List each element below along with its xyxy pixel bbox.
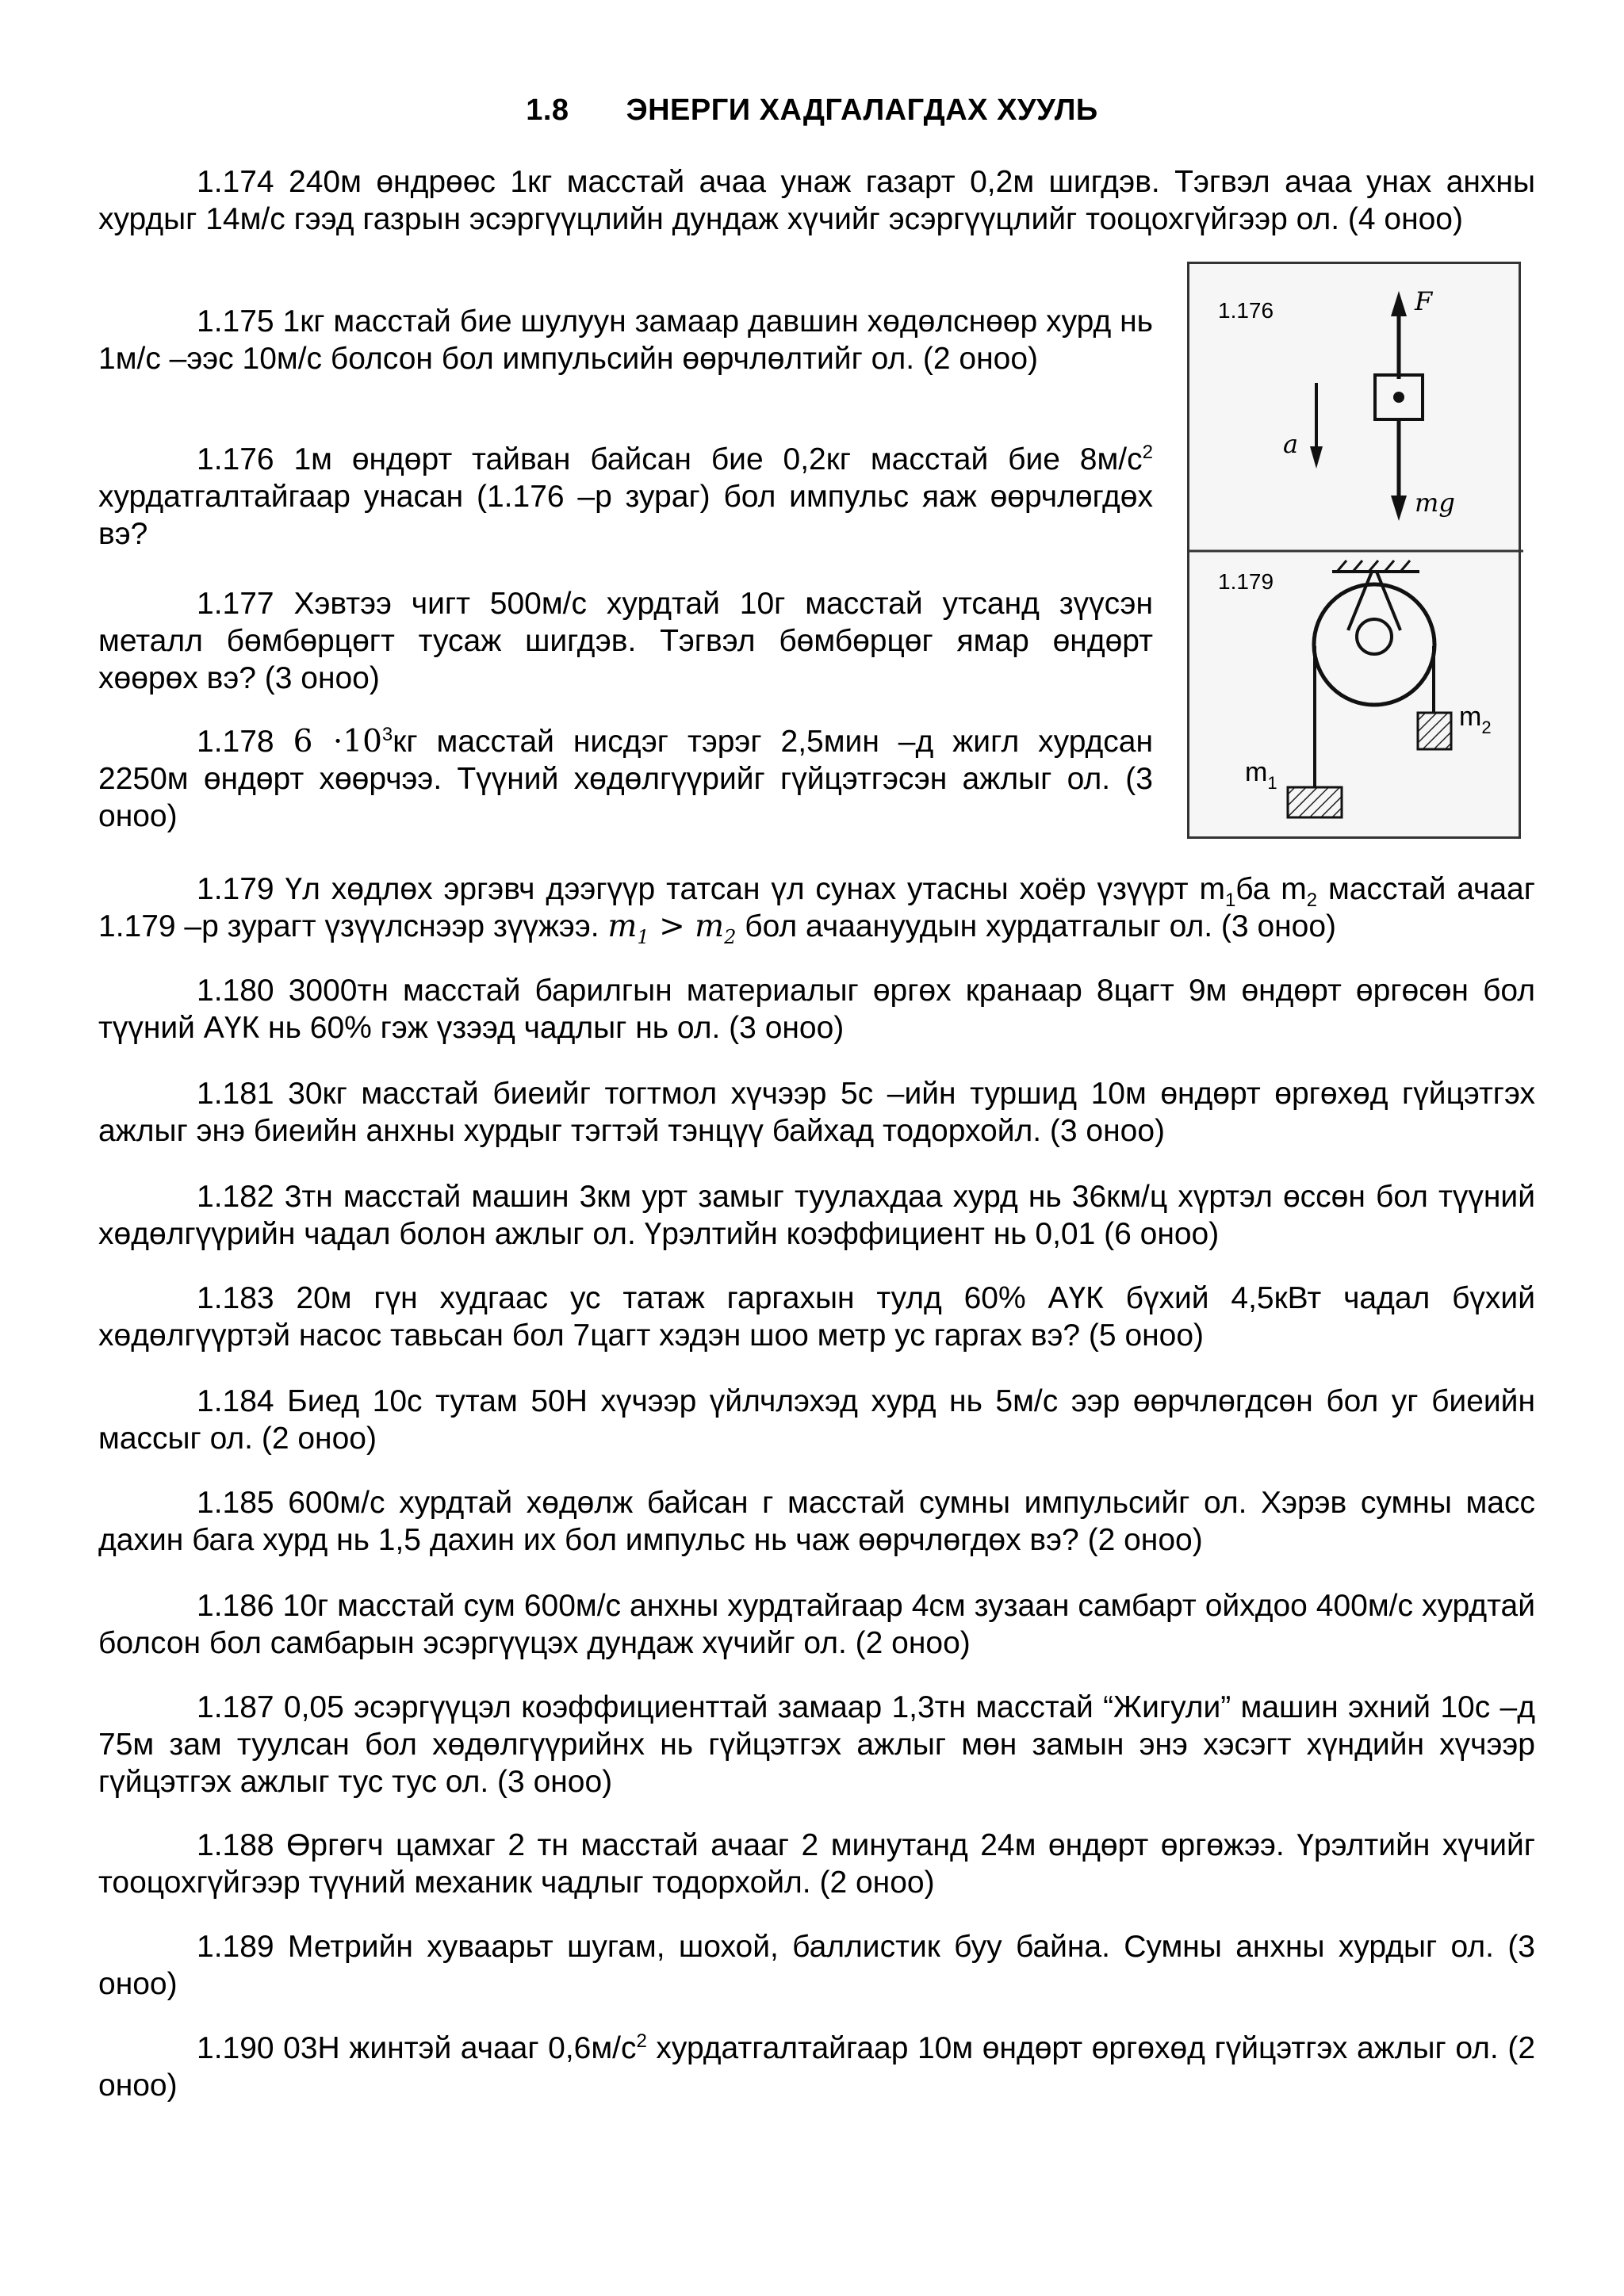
acceleration-arrowhead (1310, 446, 1323, 469)
mass-2-subscript: 2 (1481, 718, 1492, 737)
problem-1-187: 1.187 0,05 эсэргүүцэл коэффициенттай замаар 1,3тн масстай “Жигули” машин эхний 10с –д 75м зам туулсан бол хөдөлгүүрийнх нь гүйцэтгэх ажлыг мөн замын энэ хэсэгт хүндийн хүчээр гүйцэтгэх ажлыг тус тус ол. (3 оноо) (98, 1690, 1535, 1799)
problem-1-190-text-b: хурдатгалтайгаар 10м өндөрт өргөхөд гүйцэтгэх ажлыг ол. (2 оноо) (98, 2031, 1536, 2103)
problem-1-174: 1.174 240м өндрөөс 1кг масстай ачаа унаж газарт 0,2м шигдэв. Тэгвэл ачаа унах анхны хурдыг 14м/с гээд газрын эсэргүүцлийн дундаж хүчийг эсэргүүцлийг тооцохгүйгээр ол. (4 оноо) (98, 165, 1535, 236)
problem-1-179-text-c: масстай ачааг 1.179 –р зурагт үзүүлснээр зүүжээ. (98, 872, 1535, 943)
mass-1-block (1288, 787, 1342, 817)
problem-1-176-text-a: 1.176 1м өндөрт тайван байсан бие 0,2кг масстай бие 8м/с (197, 442, 1143, 476)
pulley-wheel (1314, 584, 1434, 705)
problem-1-180: 1.180 3000тн масстай барилгын материалыг өргөх кранаар 8цагт 9м өндөрт өргөсөн бол түүний АҮК нь 60% гэж үзээд чадлыг нь ол. (3 оноо) (98, 974, 1535, 1045)
mass-1-label (1245, 757, 1277, 793)
figure-1-179-label: 1.179 (1218, 569, 1274, 594)
pulley-axle (1357, 619, 1392, 654)
problem-1-179-sub-2: 2 (1306, 889, 1318, 911)
problem-1-178-text: кг масстай нисдэг тэрэг 2,5мин –д жигл хурдсан 2250м өндөрт хөөрчээ. Түүний хөдөлгүүрийг гүйцэтгэсэн ажлыг ол. (3 оноо) (98, 725, 1154, 833)
problem-1-178-coefficient: 6 ·10 (293, 724, 382, 760)
problem-1-190 (98, 2030, 1535, 2104)
problem-1-179-text-d: бол ачаануудын хурдатгалыг ол. (3 оноо) (736, 909, 1337, 943)
problem-1-176-exponent: 2 (1142, 442, 1153, 463)
problem-1-179-gt: > (649, 909, 695, 944)
figure-box (1187, 262, 1521, 839)
section-title: ЭНЕРГИ ХАДГАЛАГДАХ ХУУЛЬ (626, 94, 1098, 127)
problem-1-179-text-b: ба m (1235, 872, 1307, 906)
problem-1-182: 1.182 3тн масстай машин 3км урт замыг туулахдаа хурд нь 36км/ц хүртэл өссөн бол түүний хөдөлгүүрийн чадал болон ажлыг ол. Үрэлтийн коэффициент нь 0,01 (6 оноо) (98, 1180, 1535, 1251)
ceiling-hatch (1337, 561, 1410, 572)
section-heading (0, 94, 1624, 128)
weight-arrowhead (1391, 496, 1407, 521)
problem-1-183: 1.183 20м гүн худгаас ус татаж гаргахын тулд 60% АҮК бүхий 4,5кВт чадал бүхий хөдөлгүүртэй насос тавьсан бол 7цагт хэдэн шоо метр ус гаргах вэ? (5 оноо) (98, 1281, 1535, 1353)
figure-1-176-label: 1.176 (1218, 298, 1274, 323)
problem-1-178 (98, 723, 1153, 835)
force-arrowhead (1391, 291, 1407, 316)
block-center-dot (1393, 392, 1404, 403)
problem-1-176-text-b: хурдатгалтайгаар унасан (1.176 –р зураг) бол импульс яаж өөрчлөгдөх вэ? (98, 480, 1153, 551)
problem-1-188: 1.188 Өргөгч цамхаг 2 тн масстай ачааг 2 минутанд 24м өндөрт өргөжээ. Үрэлтийн хүчийг тооцохгүйгээр түүний механик чадлыг тодорхойл. (2 оноо) (98, 1828, 1535, 1900)
mass-2-label (1459, 702, 1492, 737)
force-label: F (1415, 286, 1433, 316)
acceleration-label: a (1283, 429, 1299, 459)
problem-1-178-number: 1.178 (197, 725, 293, 759)
figure-svg (1189, 264, 1523, 841)
weight-label: mg (1415, 488, 1455, 518)
problem-1-177: 1.177 Хэвтээ чигт 500м/с хурдтай 10г масстай утсанд зүүсэн металл бөмбөрцөгт тусаж шигдэв. Тэгвэл бөмбөрцөг ямар өндөрт хөөрөх вэ? (3 оноо) (98, 587, 1153, 695)
problem-1-178-exponent: 3 (381, 724, 393, 745)
problem-1-186: 1.186 10г масстай сум 600м/с анхны хурдтайгаар 4см зузаан самбарт ойхдоо 400м/с хурдтай болсон бол самбарын эсэргүүцэх дундаж хүчийг ол. (2 оноо) (98, 1589, 1535, 1660)
section-number: 1.8 (526, 94, 569, 127)
problem-1-185: 1.185 600м/с хурдтай хөдөлж байсан г масстай сумны импульсийг ол. Хэрэв сумны масс дахин бага хурд нь 1,5 дахин их бол импульс нь чаж өөрчлөгдөх вэ? (2 оноо) (98, 1486, 1535, 1557)
problem-1-179-m2-sub: 2 (724, 925, 737, 948)
problem-1-179-text-a: 1.179 Үл хөдлөх эргэвч дээгүүр татсан үл сунах утасны хоёр үзүүрт m (197, 872, 1225, 906)
problem-1-179-m1-sub: 1 (637, 925, 649, 948)
mass-2-symbol: m (1459, 702, 1482, 732)
problem-1-179-sub-1: 1 (1224, 889, 1236, 911)
problem-1-184: 1.184 Биед 10с тутам 50Н хүчээр үйлчлэхэд хурд нь 5м/с ээр өөрчлөгдсөн бол уг биеийн массыг ол. (2 оноо) (98, 1384, 1535, 1456)
problem-1-189: 1.189 Метрийн хуваарьт шугам, шохой, баллистик буу байна. Сумны анхны хурдыг ол. (3 оноо) (98, 1930, 1535, 2001)
mass-1-subscript: 1 (1267, 773, 1277, 793)
problem-1-181: 1.181 30кг масстай биеийг тогтмол хүчээр 5с –ийн туршид 10м өндөрт өргөхөд гүйцэтгэх ажлыг энэ биеийн анхны хурдыг тэгтэй тэнцүү байхад тодорхойл. (3 оноо) (98, 1077, 1535, 1148)
problem-1-190-text-a: 1.190 03Н жинтэй ачааг 0,6м/с (197, 2031, 637, 2065)
problem-1-179 (98, 871, 1535, 948)
problem-1-179-m1: m (607, 909, 638, 944)
problem-1-175: 1.175 1кг масстай бие шулуун замаар давшин хөдөлснөөр хурд нь 1м/с –ээс 10м/с болсон бол импульсийн өөрчлөлтийг ол. (2 оноо) (98, 304, 1153, 376)
problem-1-190-exponent: 2 (636, 2030, 647, 2052)
problem-1-176 (98, 441, 1153, 553)
problem-1-179-m2: m (695, 909, 725, 944)
mass-2-block (1418, 713, 1451, 749)
mass-1-symbol: m (1245, 757, 1268, 787)
